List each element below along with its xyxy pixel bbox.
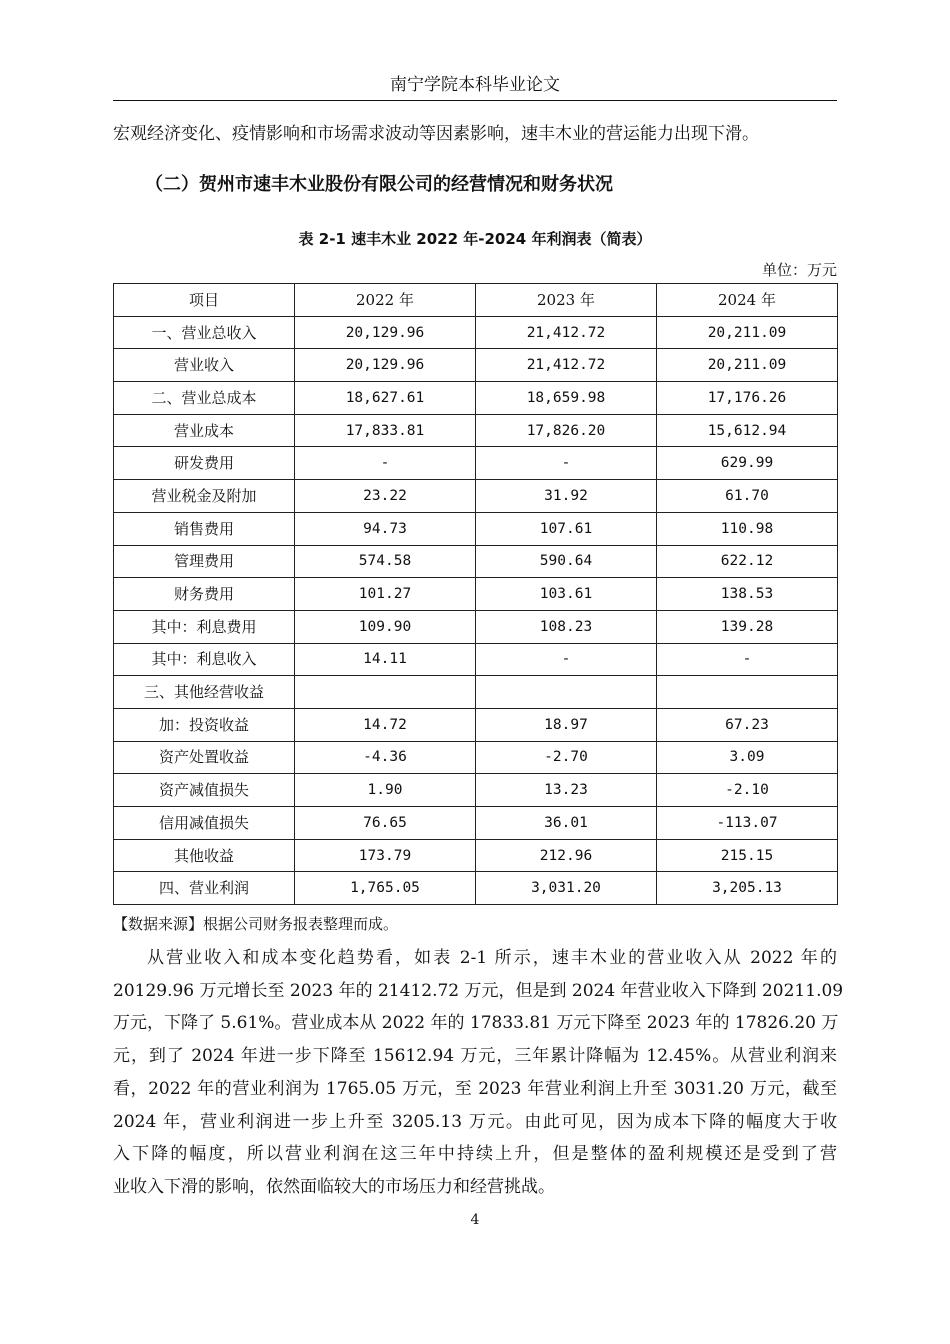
running-header: 南宁学院本科毕业论文 [390, 75, 560, 95]
value-cell: 110.98 [657, 512, 838, 545]
value-cell: - [295, 447, 476, 480]
table-caption: 表 2-1 速丰木业 2022 年-2024 年利润表（简表） [298, 230, 652, 248]
table-row [114, 578, 838, 611]
table-row [114, 545, 838, 578]
header-rule [113, 100, 837, 101]
value-cell: 18.97 [476, 708, 657, 741]
paragraph-line: 业收入下滑的影响，依然面临较大的市场压力和经营挑战。 [113, 1176, 555, 1197]
value-cell: 15,612.94 [657, 414, 838, 447]
value-cell: 18,627.61 [295, 382, 476, 415]
value-cell: 1.90 [295, 774, 476, 807]
value-cell: 3,031.20 [476, 872, 657, 905]
row-label-cell: 财务费用 [114, 578, 295, 611]
value-cell: 173.79 [295, 839, 476, 872]
row-label-cell: 加：投资收益 [114, 708, 295, 741]
value-cell: 17,176.26 [657, 382, 838, 415]
value-cell: 590.64 [476, 545, 657, 578]
value-cell: 20,129.96 [295, 316, 476, 349]
value-cell: 13.23 [476, 774, 657, 807]
paragraph-line: 入下降的幅度，所以营业利润在这三年中持续上升，但是整体的盈利规模还是受到了营 [113, 1144, 837, 1165]
value-cell: 23.22 [295, 480, 476, 513]
table-row [114, 414, 838, 447]
value-cell: 36.01 [476, 807, 657, 840]
value-cell: 17,833.81 [295, 414, 476, 447]
table-row [114, 708, 838, 741]
page-number: 4 [470, 1212, 480, 1228]
value-cell: 215.15 [657, 839, 838, 872]
value-cell: - [476, 643, 657, 676]
value-cell: 622.12 [657, 545, 838, 578]
value-cell: -4.36 [295, 741, 476, 774]
table-row [114, 839, 838, 872]
section-heading: （二）贺州市速丰木业股份有限公司的经营情况和财务状况 [145, 174, 613, 195]
table-row [114, 643, 838, 676]
row-label-cell: 营业成本 [114, 414, 295, 447]
value-cell: 20,129.96 [295, 349, 476, 382]
value-cell: 31.92 [476, 480, 657, 513]
table-row [114, 512, 838, 545]
data-source-note: 【数据来源】根据公司财务报表整理而成。 [113, 915, 399, 933]
value-cell: 212.96 [476, 839, 657, 872]
value-cell: 103.61 [476, 578, 657, 611]
value-cell: 3,205.13 [657, 872, 838, 905]
row-label-cell: 二、营业总成本 [114, 382, 295, 415]
table-row [114, 316, 838, 349]
value-cell: 14.11 [295, 643, 476, 676]
value-cell: 1,765.05 [295, 872, 476, 905]
value-cell: 101.27 [295, 578, 476, 611]
paragraph-line: 元，到了 2024 年进一步下降至 15612.94 万元，三年累计降幅为 12.45%。从营业利润来 [113, 1046, 837, 1067]
value-cell: 20,211.09 [657, 349, 838, 382]
row-label-cell: 营业收入 [114, 349, 295, 382]
paragraph-line: 从营业收入和成本变化趋势看，如表 2-1 所示，速丰木业的营业收入从 2022 年的 [147, 948, 837, 968]
value-cell: 629.99 [657, 447, 838, 480]
value-cell: - [657, 643, 838, 676]
value-cell: -2.70 [476, 741, 657, 774]
paragraph-line: 2024 年，营业利润进一步上升至 3205.13 万元。由此可见，因为成本下降的幅度大于收 [113, 1111, 837, 1132]
value-cell: 61.70 [657, 480, 838, 513]
row-label-cell: 销售费用 [114, 512, 295, 545]
value-cell [657, 676, 838, 709]
row-label-cell: 营业税金及附加 [114, 480, 295, 513]
value-cell: 20,211.09 [657, 316, 838, 349]
value-cell: 17,826.20 [476, 414, 657, 447]
value-cell: 108.23 [476, 610, 657, 643]
row-label-cell: 三、其他经营收益 [114, 676, 295, 709]
value-cell: 21,412.72 [476, 316, 657, 349]
paragraph-line: 看，2022 年的营业利润为 1765.05 万元，至 2023 年营业利润上升至 3031.20 万元，截至 [113, 1078, 837, 1099]
value-cell: 139.28 [657, 610, 838, 643]
row-label-cell: 四、营业利润 [114, 872, 295, 905]
table-row [114, 480, 838, 513]
paragraph-line: 20129.96 万元增长至 2023 年的 21412.72 万元，但是到 2024 年营业收入下降到 20211.09 [113, 980, 844, 1001]
row-label-cell: 资产处置收益 [114, 741, 295, 774]
value-cell: 574.58 [295, 545, 476, 578]
table-row [114, 676, 838, 709]
value-cell: 21,412.72 [476, 349, 657, 382]
value-cell [295, 676, 476, 709]
table-row [114, 807, 838, 840]
value-cell: -2.10 [657, 774, 838, 807]
value-cell: 109.90 [295, 610, 476, 643]
row-label-cell: 研发费用 [114, 447, 295, 480]
row-label-cell: 信用减值损失 [114, 807, 295, 840]
analysis-paragraph [113, 942, 844, 1204]
value-cell: 76.65 [295, 807, 476, 840]
table-row [114, 741, 838, 774]
value-cell: 138.53 [657, 578, 838, 611]
row-label-cell: 一、营业总收入 [114, 316, 295, 349]
row-label-cell: 其中：利息收入 [114, 643, 295, 676]
table-unit: 单位：万元 [761, 261, 837, 279]
table-row [114, 610, 838, 643]
row-label-cell: 资产减值损失 [114, 774, 295, 807]
value-cell: 18,659.98 [476, 382, 657, 415]
table-row [114, 872, 838, 905]
value-cell: 94.73 [295, 512, 476, 545]
value-cell: 67.23 [657, 708, 838, 741]
value-cell: 107.61 [476, 512, 657, 545]
table-header-row [114, 284, 838, 317]
column-header: 2024 年 [657, 284, 838, 317]
table-row [114, 774, 838, 807]
value-cell: 14.72 [295, 708, 476, 741]
column-header: 2023 年 [476, 284, 657, 317]
paragraph-line: 万元，下降了 5.61%。营业成本从 2022 年的 17833.81 万元下降至 2023 年的 17826.20 万 [113, 1013, 839, 1034]
table-row [114, 447, 838, 480]
table-row [114, 382, 838, 415]
intro-paragraph: 宏观经济变化、疫情影响和市场需求波动等因素影响，速丰木业的营运能力出现下滑。 [113, 124, 759, 144]
table-row [114, 349, 838, 382]
value-cell [476, 676, 657, 709]
value-cell: 3.09 [657, 741, 838, 774]
row-label-cell: 管理费用 [114, 545, 295, 578]
value-cell: - [476, 447, 657, 480]
row-label-cell: 其中：利息费用 [114, 610, 295, 643]
value-cell: -113.07 [657, 807, 838, 840]
column-header: 2022 年 [295, 284, 476, 317]
row-label-cell: 其他收益 [114, 839, 295, 872]
income-statement-table [113, 283, 838, 905]
column-header: 项目 [114, 284, 295, 317]
